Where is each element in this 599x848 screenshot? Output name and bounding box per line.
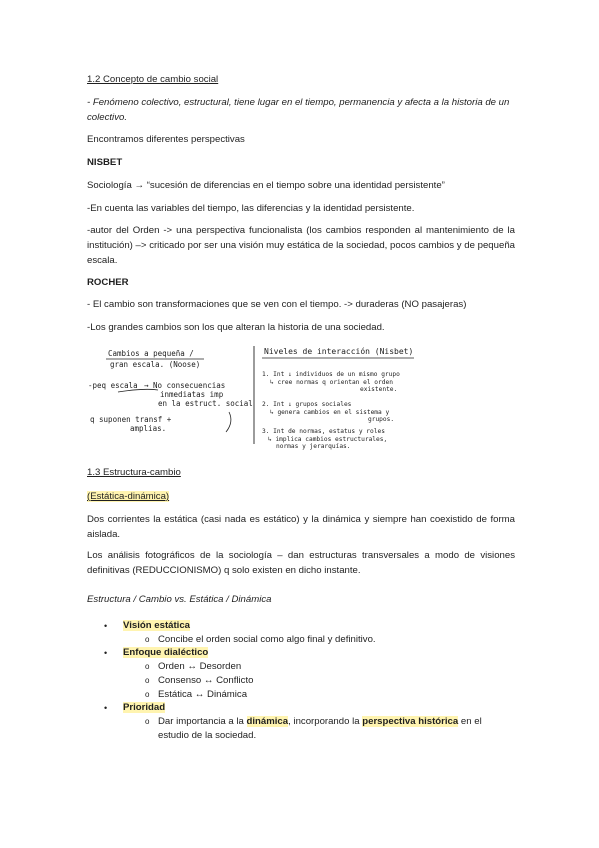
italic-structure-line: Estructura / Cambio vs. Estática / Dinámica (87, 594, 272, 605)
hand-right-2b: ↳ genera cambios en el sistema y (270, 409, 390, 416)
hand-right-3b: ↳ implica cambios estructurales, (268, 436, 388, 443)
bullet-dot: • (104, 648, 108, 658)
nisbet-line-3: -autor del Orden -> una perspectiva funcionalista (los cambios responden al mantenimiento de la institución) –> criticado por ser una visión muy estática de la sociedad, pocos cambios y de pequeña escala. (87, 225, 515, 266)
hand-left-arrow-1: → No consecuencias (144, 381, 226, 390)
sub-bullet-marker: o (145, 690, 150, 699)
bullet-label-text: Prioridad (123, 702, 166, 713)
sub-item-text: Consenso ↔ Conflicto (158, 675, 254, 686)
hand-right-3c: normas y jerarquías. (276, 443, 351, 450)
sub-item-text (158, 715, 498, 743)
hand-left-bottom-1: q suponen transf + (90, 415, 172, 424)
hand-left-arrow-3: en la estruct. social (158, 399, 253, 408)
bullet-label-text: Enfoque dialéctico (123, 647, 209, 658)
bullet-dot: • (104, 703, 108, 713)
paragraph-analisis: Los análisis fotográficos de la sociología – dan estructuras transversales a modo de visiones definitivas (REDUCCIONISMO) q solo existen en dicho instante. (87, 550, 515, 576)
sub-bullet-marker: o (145, 635, 150, 644)
rocher-line-2: -Los grandes cambios son los que alteran la historia de una sociedad. (87, 322, 385, 333)
bold-dinamica: dinámica (246, 716, 289, 727)
hand-right-1b: ↳ cree normas q orientan el orden (270, 379, 393, 386)
text-fragment: , incorporando la (288, 716, 363, 727)
bullet-label (123, 701, 165, 715)
bullet-dot: • (104, 621, 108, 631)
sub-bullet-marker: o (145, 662, 150, 671)
hand-left-peq: -peq escala (88, 381, 138, 390)
text-fragment: estudio de la sociedad. (158, 730, 257, 741)
bullet-label (123, 619, 190, 633)
bullet-label-text: Visión estática (123, 620, 191, 631)
paragraph-corrientes: Dos corrientes la estática (casi nada es estático) y la dinámica y siempre han coexistido de forma aislada. (87, 514, 515, 540)
bold-perspectiva-historica: perspectiva histórica (362, 716, 459, 727)
text-fragment: en el (458, 716, 482, 727)
perspectives-text: Encontramos diferentes perspectivas (87, 134, 245, 145)
hand-right-1c: existente. (360, 386, 398, 393)
hand-right-2a: 2. Int ↓ grupos sociales (262, 401, 352, 408)
rocher-line-1: - El cambio son transformaciones que se ven con el tiempo. -> duraderas (NO pasajeras) (87, 299, 467, 310)
hand-left-title-2: gran escala. (Noose) (110, 360, 201, 369)
hand-right-1a: 1. Int ↓ individuos de un mismo grupo (262, 371, 400, 378)
sub-bullet-marker: o (145, 676, 150, 685)
sub-item-text: Concibe el orden social como algo final y definitivo. (158, 634, 376, 645)
hand-right-2c: grupos. (368, 416, 395, 423)
section-heading-1-2: 1.2 Concepto de cambio social (87, 74, 219, 85)
text-fragment: Dar importancia a la (158, 716, 247, 727)
hand-left-bottom-2: amplias. (130, 424, 167, 433)
rocher-title: ROCHER (87, 277, 129, 288)
hand-right-title: Niveles de interacción (Nisbet) (264, 347, 414, 356)
nisbet-title: NISBET (87, 157, 123, 168)
hand-left-title-1: Cambios a pequeña / (108, 349, 194, 358)
definition-text: - Fenómeno colectivo, estructural, tiene lugar en el tiempo, permanencia y afecta a la historia de un colectivo. (87, 97, 510, 123)
subheading-highlight: (Estática-dinámica) (87, 491, 170, 502)
bullet-label (123, 646, 208, 660)
sub-item-text: Estática ↔ Dinámica (158, 689, 248, 700)
hand-left-arrow-2: inmediatas imp (160, 390, 224, 399)
sub-bullet-marker: o (145, 717, 150, 726)
handwritten-notes-image (84, 340, 424, 450)
nisbet-line-1: Sociología → “sucesión de diferencias en el tiempo sobre una identidad persistente” (87, 180, 445, 191)
section-subheading (87, 489, 515, 504)
sub-item-text: Orden ↔ Desorden (158, 661, 242, 672)
nisbet-line-2: -En cuenta las variables del tiempo, las diferencias y la identidad persistente. (87, 203, 415, 214)
section-heading-1-3: 1.3 Estructura-cambio (87, 467, 181, 478)
hand-right-3a: 3. Int de normas, estatus y roles (262, 428, 385, 435)
